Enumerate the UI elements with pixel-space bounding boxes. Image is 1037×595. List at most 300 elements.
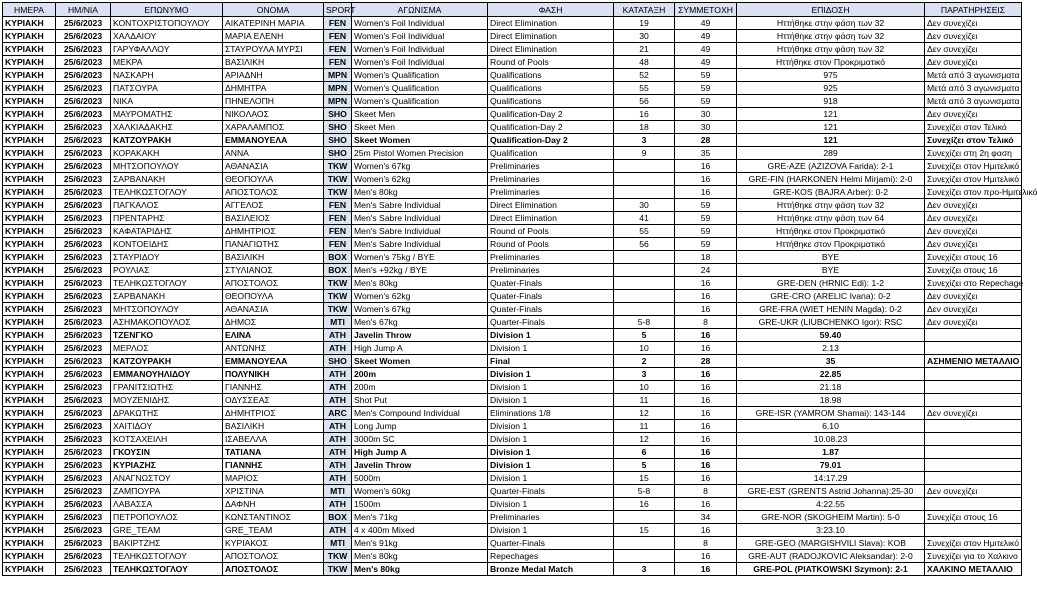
performance-cell: GRE-DEN (HRNIC Edi): 1-2 [737,277,925,290]
surname-cell: ΚΑΤΖΟΥΡΑΚΗ [111,355,223,368]
participation-cell: 16 [675,342,737,355]
event-cell: 25m Pistol Women Precision [352,147,488,160]
table-row [3,108,1022,121]
surname-cell: ΤΕΛΗΚΩΣΤΟΓΛΟΥ [111,550,223,563]
notes-cell: Συνεχίζει στους 16 [925,251,1022,264]
day-cell: ΚΥΡΙΑΚΗ [3,121,56,134]
date-cell: 25/6/2023 [56,550,111,563]
day-cell: ΚΥΡΙΑΚΗ [3,95,56,108]
day-cell: ΚΥΡΙΑΚΗ [3,511,56,524]
sport-cell: ATH [324,524,352,537]
participation-cell: 59 [675,199,737,212]
phase-cell: Eliminations 1/8 [488,407,614,420]
name-cell: ΜΑΡΙΑ ΕΛΕΝΗ [223,30,324,43]
sport-cell: ATH [324,368,352,381]
day-cell: ΚΥΡΙΑΚΗ [3,459,56,472]
performance-cell: Ηττήθηκε στον Προκριματικό [737,225,925,238]
surname-cell: ΚΥΡΙΑΖΗΣ [111,459,223,472]
event-cell: Women's Foil Individual [352,56,488,69]
performance-cell: 925 [737,82,925,95]
sport-cell: TKW [324,277,352,290]
performance-cell: GRE-FRA (WIET HENIN Magda): 0-2 [737,303,925,316]
surname-cell: ΒΑΚΙΡΤΖΗΣ [111,537,223,550]
date-cell: 25/6/2023 [56,69,111,82]
rank-cell: 16 [614,108,675,121]
table-row [3,537,1022,550]
event-cell: Women's 62kg [352,290,488,303]
event-cell: Men's 80kg [352,277,488,290]
date-cell: 25/6/2023 [56,264,111,277]
rank-cell: 2 [614,355,675,368]
name-cell: ΑΠΟΣΤΟΛΟΣ [223,550,324,563]
participation-cell: 49 [675,43,737,56]
event-cell: Women's 62kg [352,173,488,186]
sport-cell: FEN [324,212,352,225]
table-row [3,303,1022,316]
phase-cell: Repechages [488,550,614,563]
rank-cell: 10 [614,381,675,394]
name-cell: ΝΙΚΟΛΑΟΣ [223,108,324,121]
date-cell: 25/6/2023 [56,355,111,368]
event-cell: Men's Sabre Individual [352,199,488,212]
notes-cell [925,394,1022,407]
date-cell: 25/6/2023 [56,277,111,290]
notes-cell [925,472,1022,485]
table-row [3,498,1022,511]
name-cell: ΑΝΝΑ [223,147,324,160]
performance-cell: GRE-POL (PIATKOWSKI Szymon): 2-1 [737,563,925,576]
rank-cell [614,186,675,199]
name-cell: ΒΑΣΙΛΕΙΟΣ [223,212,324,225]
event-cell: 3000m SC [352,433,488,446]
event-cell: 1500m [352,498,488,511]
phase-cell: Division 1 [488,394,614,407]
event-cell: Women's Foil Individual [352,30,488,43]
name-cell: ΠΟΛΥΝΙΚΗ [223,368,324,381]
notes-cell: Δεν συνεχίζει [925,30,1022,43]
col-header-sport: SPORT [324,3,352,17]
date-cell: 25/6/2023 [56,186,111,199]
surname-cell: ΠΡΕΝΤΑΡΗΣ [111,212,223,225]
sport-cell: MPN [324,69,352,82]
notes-cell: Δεν συνεχίζει [925,238,1022,251]
col-header-performance: ΕΠΙΔΟΣΗ [737,3,925,17]
table-row [3,459,1022,472]
participation-cell: 49 [675,56,737,69]
surname-cell: ΜΗΤΣΟΠΟΥΛΟΥ [111,160,223,173]
event-cell: Skeet Men [352,121,488,134]
header-row [3,3,1022,17]
table-row [3,186,1022,199]
rank-cell [614,511,675,524]
col-header-name: ΟΝΟΜΑ [223,3,324,17]
name-cell: ΑΡΙΑΔΝΗ [223,69,324,82]
performance-cell: GRE-AUT (RADOJKOVIC Aleksandar): 2-0 [737,550,925,563]
day-cell: ΚΥΡΙΑΚΗ [3,355,56,368]
event-cell: High Jump A [352,342,488,355]
rank-cell: 41 [614,212,675,225]
surname-cell: ΧΑΛΚΙΑΔΑΚΗΣ [111,121,223,134]
sport-cell: SHO [324,134,352,147]
name-cell: ΕΛΙΝΑ [223,329,324,342]
name-cell: ΙΣΑΒΕΛΛΑ [223,433,324,446]
event-cell: Men's 80kg [352,186,488,199]
participation-cell: 59 [675,95,737,108]
day-cell: ΚΥΡΙΑΚΗ [3,472,56,485]
col-header-date: ΗΜ/ΝΙΑ [56,3,111,17]
surname-cell: ΧΑΙΤΙΔΟΥ [111,420,223,433]
performance-cell: 121 [737,134,925,147]
rank-cell [614,264,675,277]
day-cell: ΚΥΡΙΑΚΗ [3,173,56,186]
phase-cell: Preliminaries [488,251,614,264]
name-cell: ΕΜΜΑΝΟΥΕΛΑ [223,355,324,368]
event-cell: 4 x 400m Mixed [352,524,488,537]
notes-cell [925,446,1022,459]
table-row [3,277,1022,290]
event-cell: Women's 75kg / BYE [352,251,488,264]
phase-cell: Round of Pools [488,238,614,251]
rank-cell: 30 [614,30,675,43]
participation-cell: 18 [675,251,737,264]
date-cell: 25/6/2023 [56,290,111,303]
notes-cell: Συνεχίζει στη 2η φαση [925,147,1022,160]
sport-cell: ATH [324,342,352,355]
notes-cell [925,342,1022,355]
phase-cell: Quater-Finals [488,277,614,290]
notes-cell: Συνεχίζει για το Χαλκινο [925,550,1022,563]
day-cell: ΚΥΡΙΑΚΗ [3,238,56,251]
surname-cell: ΤΕΛΗΚΩΣΤΟΓΛΟΥ [111,277,223,290]
performance-cell: 14:17.29 [737,472,925,485]
surname-cell: ΖΑΜΠΟΥΡΑ [111,485,223,498]
sport-cell: TKW [324,563,352,576]
participation-cell: 16 [675,459,737,472]
phase-cell: Division 1 [488,329,614,342]
notes-cell [925,420,1022,433]
sport-cell: TKW [324,303,352,316]
participation-cell: 8 [675,537,737,550]
phase-cell: Final [488,355,614,368]
day-cell: ΚΥΡΙΑΚΗ [3,264,56,277]
name-cell: ΧΑΡΑΛΑΜΠΟΣ [223,121,324,134]
performance-cell: 6.10 [737,420,925,433]
sport-cell: ATH [324,329,352,342]
sport-cell: SHO [324,147,352,160]
performance-cell: Ηττήθηκε στην φάση των 64 [737,212,925,225]
col-header-participation: ΣΥΜΜΕΤΟΧΗ [675,3,737,17]
day-cell: ΚΥΡΙΑΚΗ [3,277,56,290]
day-cell: ΚΥΡΙΑΚΗ [3,368,56,381]
name-cell: ΒΑΣΙΛΙΚΗ [223,251,324,264]
event-cell: Skeet Women [352,134,488,147]
performance-cell: 59.40 [737,329,925,342]
surname-cell: ΕΜΜΑΝΟΥΗΛΙΔΟΥ [111,368,223,381]
participation-cell: 28 [675,134,737,147]
sport-cell: ATH [324,446,352,459]
notes-cell: Συνεχίζει στον προ-Ημιτελικό [925,186,1022,199]
participation-cell: 16 [675,303,737,316]
day-cell: ΚΥΡΙΑΚΗ [3,563,56,576]
phase-cell: Quarter-Finals [488,485,614,498]
day-cell: ΚΥΡΙΑΚΗ [3,446,56,459]
participation-cell: 16 [675,160,737,173]
day-cell: ΚΥΡΙΑΚΗ [3,199,56,212]
event-cell: Men's 91kg [352,537,488,550]
performance-cell: 18.98 [737,394,925,407]
date-cell: 25/6/2023 [56,160,111,173]
performance-cell: 121 [737,108,925,121]
name-cell: ΘΕΟΠΟΥΛΑ [223,290,324,303]
sport-cell: ATH [324,459,352,472]
notes-cell: Συνεχίζει στο Repechage [925,277,1022,290]
notes-cell [925,381,1022,394]
day-cell: ΚΥΡΙΑΚΗ [3,212,56,225]
name-cell: ΑΙΚΑΤΕΡΙΝΗ ΜΑΡΙΑ [223,17,324,30]
rank-cell: 6 [614,446,675,459]
notes-cell: Μετά από 3 αγωνισματα [925,69,1022,82]
col-header-notes: ΠΑΡΑΤΗΡΗΣΕΙΣ [925,3,1022,17]
sport-cell: ATH [324,433,352,446]
sport-cell: ATH [324,381,352,394]
name-cell: ΑΝΤΩΝΗΣ [223,342,324,355]
day-cell: ΚΥΡΙΑΚΗ [3,498,56,511]
surname-cell: ΔΡΑΚΩΤΗΣ [111,407,223,420]
notes-cell: Συνεχίζει στους 16 [925,264,1022,277]
name-cell: ΚΥΡΙΑΚΟΣ [223,537,324,550]
phase-cell: Division 1 [488,472,614,485]
rank-cell: 12 [614,407,675,420]
notes-cell: Δεν συνεχίζει [925,212,1022,225]
rank-cell: 21 [614,43,675,56]
event-cell: 200m [352,368,488,381]
phase-cell: Direct Elimination [488,30,614,43]
sport-cell: ATH [324,394,352,407]
date-cell: 25/6/2023 [56,485,111,498]
performance-cell: GRE-NOR (SKOGHEIM Martin): 5-0 [737,511,925,524]
notes-cell [925,498,1022,511]
day-cell: ΚΥΡΙΑΚΗ [3,550,56,563]
table-row [3,121,1022,134]
name-cell: ΑΘΑΝΑΣΙΑ [223,303,324,316]
table-row [3,17,1022,30]
date-cell: 25/6/2023 [56,368,111,381]
notes-cell: ΧΑΛΚΙΝΟ ΜΕΤΑΛΛΙΟ [925,563,1022,576]
event-cell: Men's Compound Individual [352,407,488,420]
table-row [3,69,1022,82]
surname-cell: ΚΟΤΣΑΧΕΙΛΗ [111,433,223,446]
notes-cell: Μετά από 3 αγωνισματα [925,82,1022,95]
surname-cell: ΜΟΥΖΕΝΙΔΗΣ [111,394,223,407]
phase-cell: Direct Elimination [488,17,614,30]
performance-cell: 4:22.55 [737,498,925,511]
name-cell: ΧΡΙΣΤΙΝΑ [223,485,324,498]
surname-cell: ΝΙΚΑ [111,95,223,108]
performance-cell: 21.18 [737,381,925,394]
phase-cell: Round of Pools [488,225,614,238]
phase-cell: Quarter-Finals [488,537,614,550]
date-cell: 25/6/2023 [56,121,111,134]
date-cell: 25/6/2023 [56,108,111,121]
date-cell: 25/6/2023 [56,420,111,433]
rank-cell [614,550,675,563]
event-cell: 200m [352,381,488,394]
rank-cell: 56 [614,95,675,108]
surname-cell: ΣΑΡΒΑΝΑΚΗ [111,173,223,186]
name-cell: ΔΗΜΗΤΡΑ [223,82,324,95]
table-row [3,160,1022,173]
day-cell: ΚΥΡΙΑΚΗ [3,290,56,303]
col-header-event: ΑΓΩΝΙΣΜΑ [352,3,488,17]
date-cell: 25/6/2023 [56,212,111,225]
rank-cell: 56 [614,238,675,251]
table-row [3,212,1022,225]
rank-cell [614,303,675,316]
rank-cell [614,160,675,173]
sport-cell: FEN [324,30,352,43]
rank-cell: 3 [614,134,675,147]
rank-cell [614,277,675,290]
notes-cell: Συνεχίζει στον Ημιτελικό [925,537,1022,550]
sport-cell: FEN [324,199,352,212]
rank-cell: 18 [614,121,675,134]
table-row [3,316,1022,329]
performance-cell: GRE-UKR (LIUBCHENKO Igor): RSC [737,316,925,329]
phase-cell: Quater-Finals [488,303,614,316]
surname-cell: ΤΕΛΗΚΩΣΤΟΓΛΟΥ [111,186,223,199]
event-cell: Skeet Men [352,108,488,121]
day-cell: ΚΥΡΙΑΚΗ [3,342,56,355]
rank-cell: 11 [614,394,675,407]
participation-cell: 16 [675,433,737,446]
sport-cell: MPN [324,95,352,108]
phase-cell: Division 1 [488,498,614,511]
rank-cell: 16 [614,498,675,511]
phase-cell: Qualification [488,147,614,160]
day-cell: ΚΥΡΙΑΚΗ [3,147,56,160]
table-row [3,550,1022,563]
day-cell: ΚΥΡΙΑΚΗ [3,225,56,238]
table-row [3,238,1022,251]
performance-cell: GRE-AZE (AZIZOVA Farida): 2-1 [737,160,925,173]
phase-cell: Quarter-Finals [488,316,614,329]
event-cell: Shot Put [352,394,488,407]
date-cell: 25/6/2023 [56,225,111,238]
day-cell: ΚΥΡΙΑΚΗ [3,30,56,43]
surname-cell: ΣΤΑΥΡΙΔΟΥ [111,251,223,264]
phase-cell: Division 1 [488,342,614,355]
surname-cell: ΚΟΝΤΟΕΙΔΗΣ [111,238,223,251]
participation-cell: 59 [675,82,737,95]
day-cell: ΚΥΡΙΑΚΗ [3,381,56,394]
table-row [3,173,1022,186]
participation-cell: 16 [675,368,737,381]
rank-cell: 19 [614,17,675,30]
name-cell: ΔΗΜΟΣ [223,316,324,329]
notes-cell: Συνεχίζει στον Ημιτελικό [925,160,1022,173]
date-cell: 25/6/2023 [56,30,111,43]
participation-cell: 8 [675,316,737,329]
notes-cell: Συνεχίζει στους 16 [925,511,1022,524]
participation-cell: 16 [675,329,737,342]
rank-cell [614,537,675,550]
day-cell: ΚΥΡΙΑΚΗ [3,537,56,550]
sport-cell: SHO [324,108,352,121]
event-cell: Women's Qualification [352,82,488,95]
surname-cell: ΚΑΦΑΤΑΡΙΔΗΣ [111,225,223,238]
notes-cell: Συνεχίζει στον Τελικό [925,121,1022,134]
table-row [3,290,1022,303]
participation-cell: 16 [675,394,737,407]
notes-cell: Δεν συνεχίζει [925,303,1022,316]
table-row [3,95,1022,108]
event-cell: Women's Foil Individual [352,17,488,30]
day-cell: ΚΥΡΙΑΚΗ [3,407,56,420]
surname-cell: ΤΕΛΗΚΩΣΤΟΓΛΟΥ [111,563,223,576]
surname-cell: ΠΑΤΣΟΥΡΑ [111,82,223,95]
day-cell: ΚΥΡΙΑΚΗ [3,524,56,537]
name-cell: ΣΤΥΛΙΑΝΟΣ [223,264,324,277]
rank-cell: 11 [614,420,675,433]
rank-cell: 3 [614,563,675,576]
surname-cell: ΚΟΝΤΟΧΡΙΣΤΟΠΟΥΛΟΥ [111,17,223,30]
surname-cell: ΧΑΛΔΑΙΟΥ [111,30,223,43]
phase-cell: Round of Pools [488,56,614,69]
phase-cell: Direct Elimination [488,212,614,225]
table-row [3,134,1022,147]
table-row [3,563,1022,576]
notes-cell: Δεν συνεχίζει [925,290,1022,303]
date-cell: 25/6/2023 [56,95,111,108]
notes-cell: Μετά από 3 αγωνισματα [925,95,1022,108]
day-cell: ΚΥΡΙΑΚΗ [3,251,56,264]
event-cell: Skeet Women [352,355,488,368]
phase-cell: Preliminaries [488,186,614,199]
table-row [3,329,1022,342]
phase-cell: Preliminaries [488,173,614,186]
table-row [3,420,1022,433]
performance-cell: Ηττήθηκε στην φάση των 32 [737,30,925,43]
phase-cell: Qualifications [488,95,614,108]
surname-cell: ΣΑΡΒΑΝΑΚΗ [111,290,223,303]
rank-cell: 48 [614,56,675,69]
date-cell: 25/6/2023 [56,459,111,472]
name-cell: ΜΑΡΙΟΣ [223,472,324,485]
performance-cell: 10.08.23 [737,433,925,446]
rank-cell: 5-8 [614,485,675,498]
performance-cell: 79.01 [737,459,925,472]
participation-cell: 49 [675,17,737,30]
day-cell: ΚΥΡΙΑΚΗ [3,69,56,82]
event-cell: Women's 67kg [352,303,488,316]
name-cell: ΣΤΑΥΡΟΥΛΑ ΜΥΡΣΙ [223,43,324,56]
date-cell: 25/6/2023 [56,511,111,524]
surname-cell: ΠΕΤΡΟΠΟΥΛΟΣ [111,511,223,524]
sport-cell: BOX [324,251,352,264]
performance-cell: GRE-KOS (BAJRA Arber): 0-2 [737,186,925,199]
table-row [3,43,1022,56]
notes-cell: Δεν συνεχίζει [925,199,1022,212]
notes-cell: Δεν συνεχίζει [925,43,1022,56]
participation-cell: 8 [675,485,737,498]
day-cell: ΚΥΡΙΑΚΗ [3,160,56,173]
date-cell: 25/6/2023 [56,446,111,459]
notes-cell: Δεν συνεχίζει [925,56,1022,69]
notes-cell: Δεν συνεχίζει [925,17,1022,30]
table-row [3,485,1022,498]
results-sheet [2,2,1037,576]
table-row [3,30,1022,43]
